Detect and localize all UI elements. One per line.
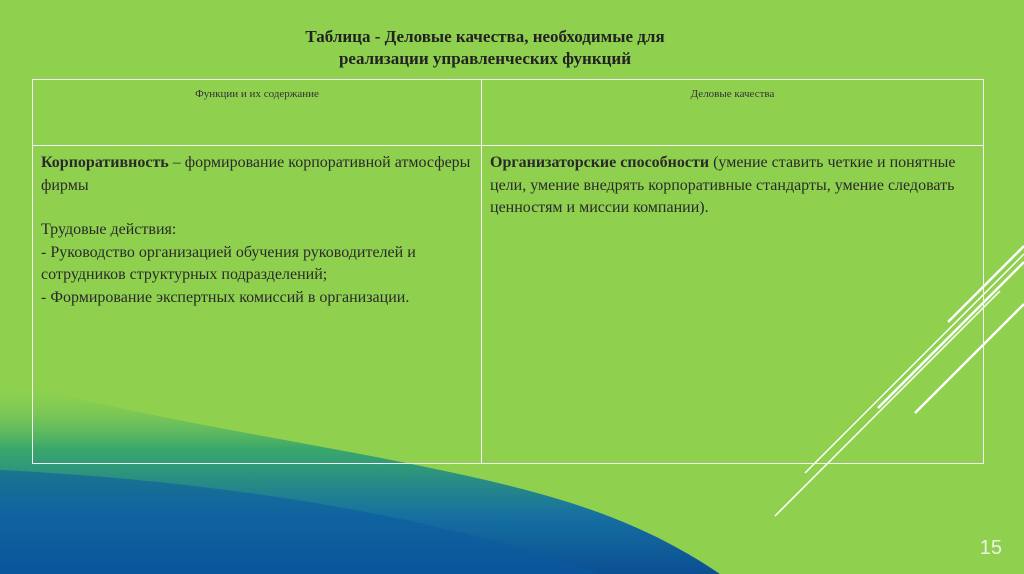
header-qualities: Деловые качества bbox=[482, 80, 984, 146]
quality-term: Организаторские способности (умение ставить четкие и понятные цели, умение внедрять корпоративные стандарты, умение следовать ценностям и миссии компании). bbox=[490, 154, 956, 216]
qualities-cell bbox=[482, 146, 984, 464]
labor-action-item: - Формирование экспертных комиссий в организации. bbox=[41, 288, 410, 306]
title-line-1: Таблица - Деловые качества, необходимые для bbox=[305, 27, 665, 46]
title-line-2: реализации управленческих функций bbox=[338, 49, 632, 68]
table-header-row bbox=[33, 80, 984, 146]
slide-title bbox=[200, 26, 770, 70]
header-functions: Функции и их содержание bbox=[33, 80, 482, 146]
functions-cell bbox=[33, 146, 482, 464]
labor-actions-title: Трудовые действия: bbox=[41, 221, 177, 238]
labor-action-item: - Руководство организацией обучения руководителей и сотрудников структурных подразделений; bbox=[41, 243, 416, 283]
qualities-table bbox=[32, 79, 984, 464]
page-number: 15 bbox=[979, 537, 1002, 559]
table-row bbox=[33, 146, 984, 464]
function-term: Корпоративность – формирование корпоративной атмосферы фирмы bbox=[41, 154, 471, 194]
